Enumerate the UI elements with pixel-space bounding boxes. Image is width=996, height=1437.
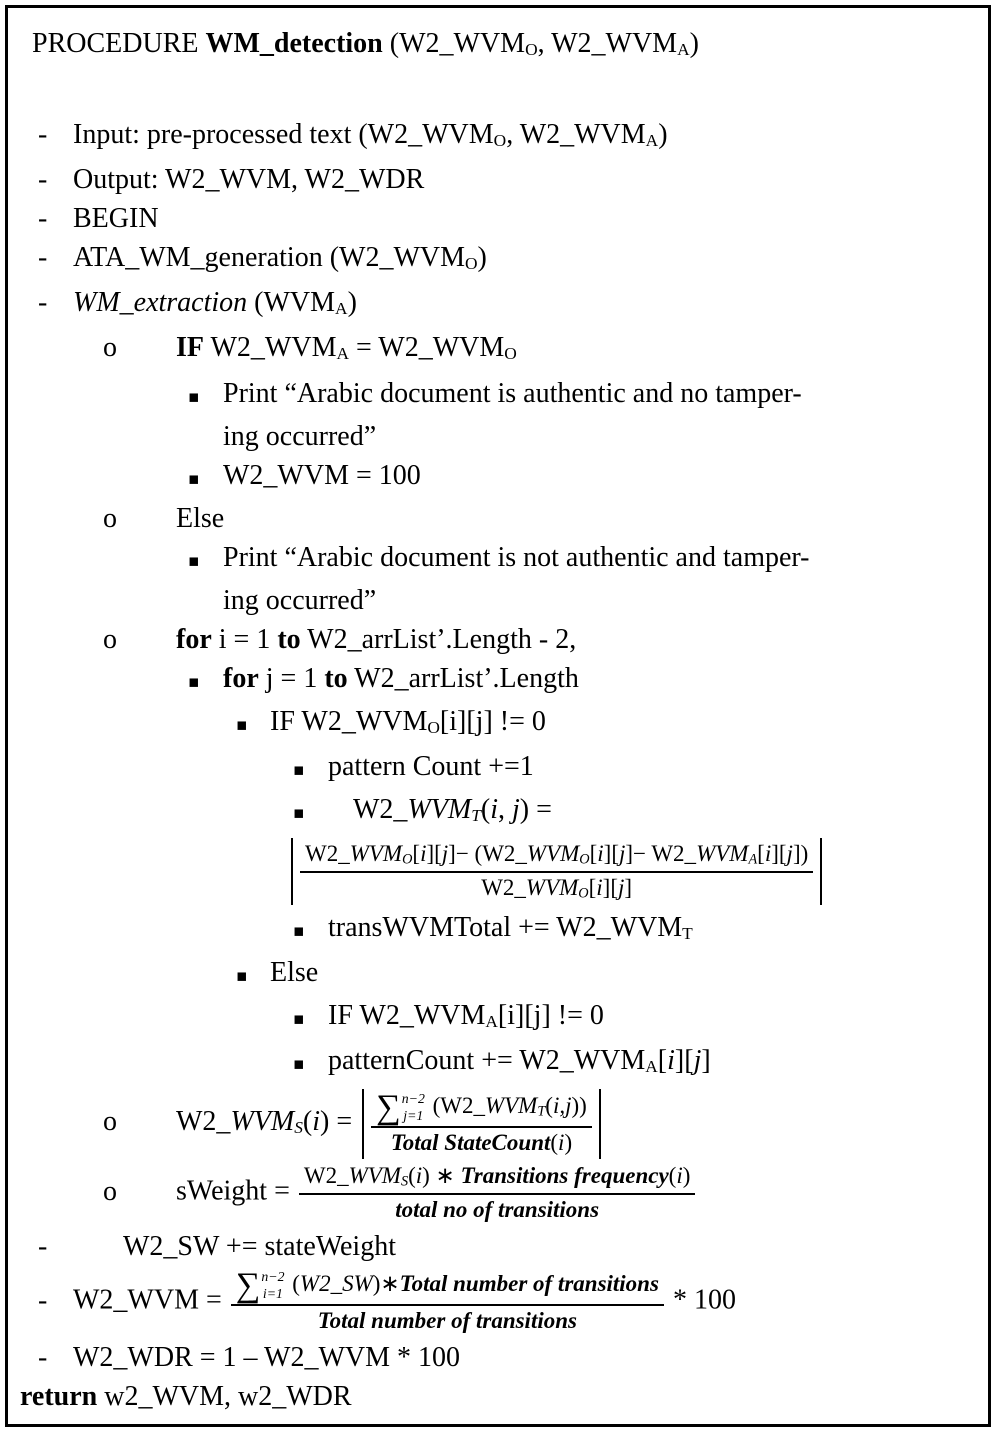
square-bullet: ▪ xyxy=(188,550,200,571)
line-text: ing occurred” xyxy=(223,420,377,452)
dash-bullet: - xyxy=(38,287,48,319)
fraction-denominator: W2_WVMO[i][j] xyxy=(481,874,633,902)
square-bullet: ▪ xyxy=(293,802,305,823)
line-text: Input: pre-processed text (W2_WVMO, W2_WVMA) xyxy=(73,119,668,151)
circle-bullet: o xyxy=(103,332,117,364)
fraction-denominator: total no of transitions xyxy=(395,1197,600,1223)
line-text: for j = 1 to W2_arrList’.Length xyxy=(223,662,579,694)
line-pattern-count-2 xyxy=(20,1041,972,1086)
dash-bullet: - xyxy=(38,1231,48,1263)
procedure-title: PROCEDURE WM_detection (W2_WVMO, W2_WVMA) xyxy=(32,28,699,60)
line-text xyxy=(176,1162,972,1224)
line-print-authentic xyxy=(20,374,972,417)
line-text: W2_WVMT(i, j) = xyxy=(353,793,552,825)
square-bullet: ▪ xyxy=(293,759,305,780)
line-text: Else xyxy=(270,956,319,988)
dash-bullet: - xyxy=(38,242,48,274)
line-text: for i = 1 to W2_arrList’.Length - 2, xyxy=(176,623,577,655)
line-text: WM_extraction (WVMA) xyxy=(73,287,357,319)
line-text: IF W2_WVMA = W2_WVMO xyxy=(176,332,517,364)
square-bullet: ▪ xyxy=(236,714,248,735)
dash-bullet: - xyxy=(38,203,48,235)
line-print-not-authentic xyxy=(20,538,972,581)
summation-upper: n−2 xyxy=(261,1269,285,1285)
fraction-numerator: W2_WVMS(i) ∗ Transitions frequency(i) xyxy=(299,1162,696,1195)
line-if-wvmo xyxy=(20,702,972,747)
fraction xyxy=(231,1266,664,1335)
equation-lead: sWeight = xyxy=(176,1175,297,1207)
fraction-numerator xyxy=(231,1266,664,1306)
dash-bullet: - xyxy=(38,1342,48,1374)
square-bullet: ▪ xyxy=(188,468,200,489)
line-for-j xyxy=(20,659,972,702)
line-text: BEGIN xyxy=(73,203,159,235)
sigma-symbol: ∑ xyxy=(235,1266,261,1305)
line-if-main xyxy=(20,328,972,373)
line-wm-extraction xyxy=(20,283,972,328)
summation-upper: n−2 xyxy=(401,1091,425,1106)
line-wvmt-fraction xyxy=(20,838,972,905)
fraction-numerator: W2_WVMO[i][j]− (W2_WVMO[i][j]− W2_WVMA[i][j]) xyxy=(300,840,813,873)
line-pattern-count xyxy=(20,747,972,790)
summation-limits xyxy=(402,1091,425,1124)
square-bullet: ▪ xyxy=(188,386,200,407)
summation-lower: i=1 xyxy=(262,1285,283,1301)
line-text: IF W2_WVMO[i][j] != 0 xyxy=(270,705,546,737)
line-print-not-authentic-cont xyxy=(20,581,972,620)
line-for-i xyxy=(20,620,972,659)
line-text xyxy=(288,838,972,905)
line-begin xyxy=(20,199,972,238)
line-w2-sw xyxy=(20,1227,972,1266)
numerator-rest: (W2_SW)∗Total number of transitions xyxy=(292,1270,659,1296)
line-wvmt-equation xyxy=(20,790,972,835)
line-text: Print “Arabic document is not authentic and tamper- xyxy=(223,541,810,573)
equation-lead: W2_WVMS(i) = xyxy=(176,1106,360,1138)
absolute-value-bars xyxy=(291,838,822,905)
fraction-denominator: Total number of transitions xyxy=(317,1308,577,1334)
numerator-rest: (W2_WVMT(i,j)) xyxy=(432,1092,587,1120)
fraction xyxy=(300,840,813,903)
line-w2-wvm xyxy=(20,1266,972,1335)
line-else-main xyxy=(20,499,972,538)
line-wvms xyxy=(20,1089,972,1159)
line-text: Print “Arabic document is authentic and no tamper- xyxy=(223,377,802,409)
line-if-wvma xyxy=(20,996,972,1041)
square-bullet: ▪ xyxy=(236,965,248,986)
line-text: patternCount += W2_WVMA[i][j] xyxy=(328,1044,711,1076)
algorithm-box xyxy=(5,5,991,1427)
line-text: transWVMTotal += W2_WVMT xyxy=(328,911,693,943)
line-text: Else xyxy=(176,502,225,534)
square-bullet: ▪ xyxy=(188,671,200,692)
square-bullet: ▪ xyxy=(293,920,305,941)
line-text: return w2_WVM, w2_WDR xyxy=(20,1381,352,1413)
dash-bullet: - xyxy=(38,1284,48,1316)
line-text: pattern Count +=1 xyxy=(328,750,534,782)
summation xyxy=(235,1266,285,1305)
equation-tail: * 100 xyxy=(672,1284,736,1316)
fraction xyxy=(299,1162,696,1224)
square-bullet: ▪ xyxy=(293,1008,305,1029)
line-text xyxy=(73,1266,972,1335)
line-else-inner xyxy=(20,953,972,996)
summation-limits xyxy=(261,1269,284,1302)
line-sweight xyxy=(20,1162,972,1224)
circle-bullet: o xyxy=(103,623,117,655)
line-text: Output: W2_WVM, W2_WDR xyxy=(73,164,425,196)
fraction xyxy=(371,1088,592,1157)
line-w2-wdr xyxy=(20,1338,972,1377)
sigma-symbol: ∑ xyxy=(376,1088,401,1127)
line-print-authentic-cont xyxy=(20,417,972,456)
circle-bullet: o xyxy=(103,502,117,534)
line-text: W2_SW += stateWeight xyxy=(123,1231,396,1263)
line-text: W2_WVM = 100 xyxy=(223,459,421,491)
fraction-numerator xyxy=(371,1088,592,1128)
absolute-value-bars xyxy=(362,1089,601,1159)
summation-lower: j=1 xyxy=(403,1107,424,1123)
square-bullet: ▪ xyxy=(293,1053,305,1074)
line-text: IF W2_WVMA[i][j] != 0 xyxy=(328,999,604,1031)
line-text: ing occurred” xyxy=(223,584,377,616)
line-text xyxy=(176,1089,972,1159)
line-return xyxy=(20,1377,972,1416)
dash-bullet: - xyxy=(38,119,48,151)
dash-bullet: - xyxy=(38,164,48,196)
fraction-denominator: Total StateCount(i) xyxy=(390,1130,573,1156)
line-ata-generation xyxy=(20,238,972,283)
line-input xyxy=(20,115,972,160)
equation-lead: W2_WVM = xyxy=(73,1284,229,1316)
line-text: W2_WDR = 1 – W2_WVM * 100 xyxy=(73,1342,461,1374)
line-trans-total xyxy=(20,908,972,953)
line-wvm-100 xyxy=(20,456,972,499)
line-text: ATA_WM_generation (W2_WVMO) xyxy=(73,242,487,274)
circle-bullet: o xyxy=(103,1175,117,1207)
summation xyxy=(376,1088,425,1127)
circle-bullet: o xyxy=(103,1106,117,1138)
line-output xyxy=(20,160,972,199)
